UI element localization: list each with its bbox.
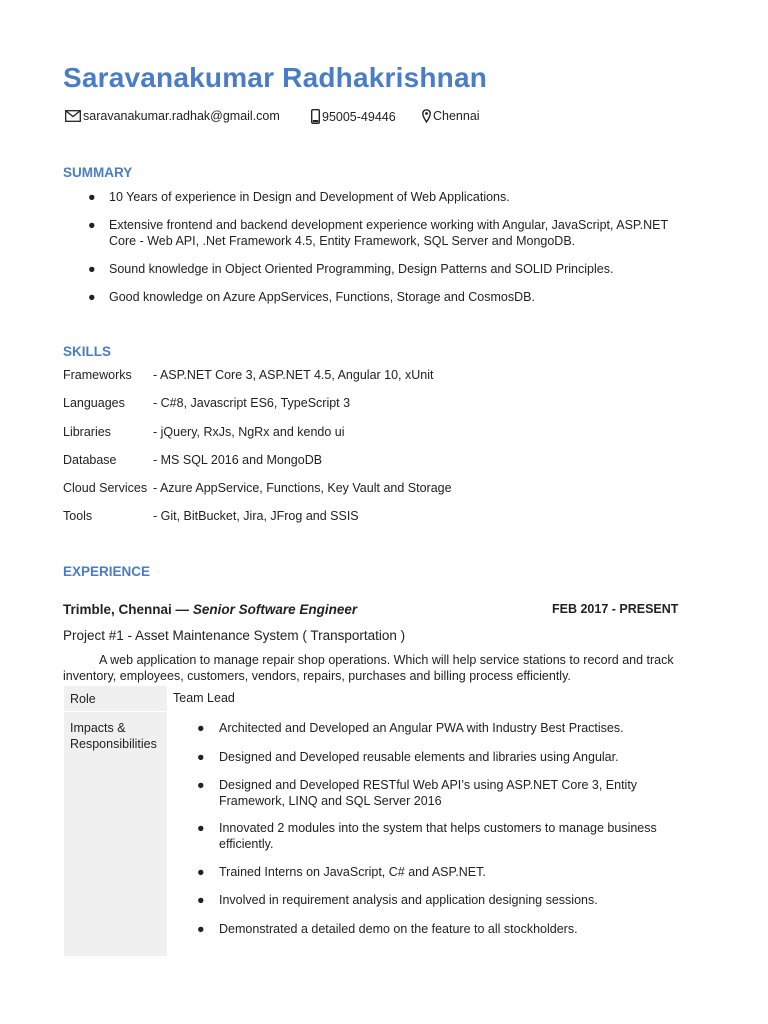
summary-heading: SUMMARY [63,165,133,180]
bullet-icon: ● [197,778,205,792]
email-contact[interactable] [65,109,280,123]
bullet-icon: ● [197,721,205,735]
company-name: Trimble, Chennai [63,602,172,617]
phone-contact [311,109,396,124]
bullet-icon: ● [197,750,205,764]
job-dates: FEB 2017 - PRESENT [552,602,679,616]
role-value: Team Lead [173,691,235,705]
skill-value: - jQuery, RxJs, NgRx and kendo ui [153,425,345,439]
location-text: Chennai [433,109,480,123]
skill-value: - C#8, Javascript ES6, TypeScript 3 [153,396,351,410]
skill-label: Tools [63,509,93,523]
skill-label: Languages [63,396,125,410]
bullet-icon: ● [197,922,205,936]
location-contact [422,109,480,123]
bullet-icon: ● [197,893,205,907]
bullet-icon: ● [197,821,205,835]
skill-value: - Azure AppService, Functions, Key Vault and Storage [153,481,452,495]
table-divider [64,711,167,712]
bullet-icon: ● [88,218,96,232]
job-role: Senior Software Engineer [192,602,358,617]
experience-heading: EXPERIENCE [63,564,151,579]
bullet-icon: ● [88,262,96,276]
phone-icon [311,109,320,124]
role-label: Role [70,692,96,706]
skill-label: Libraries [63,425,111,439]
bullet-icon: ● [88,190,96,204]
skills-heading: SKILLS [63,344,112,359]
skill-label: Database [63,453,117,467]
job-title-line [63,602,357,617]
envelope-icon [65,110,81,122]
skill-value: - MS SQL 2016 and MongoDB [153,453,323,467]
phone-text: 95005-49446 [322,109,396,124]
bullet-icon: ● [88,290,96,304]
skill-value: - Git, BitBucket, Jira, JFrog and SSIS [153,509,359,523]
project-description: A web application to manage repair shop operations. Which will help service stations to record and track inventory, employees, customers, vendors, repairs, purchases and billing process efficiently. [63,653,674,683]
title-dash: — [175,602,190,617]
candidate-name: Saravanakumar Radhakrishnan [63,62,488,93]
bullet-icon: ● [197,865,205,879]
location-pin-icon [422,109,431,123]
responsibilities-label: Impacts & Responsibilities [70,721,157,751]
project-title: Project #1 - Asset Maintenance System ( Transportation ) [63,628,406,643]
skill-label: Cloud Services [63,481,148,495]
email-text[interactable]: saravanakumar.radhak@gmail.com [83,109,280,123]
skill-label: Frameworks [63,368,132,382]
skill-value: - ASP.NET Core 3, ASP.NET 4.5, Angular 10, xUnit [153,368,434,382]
